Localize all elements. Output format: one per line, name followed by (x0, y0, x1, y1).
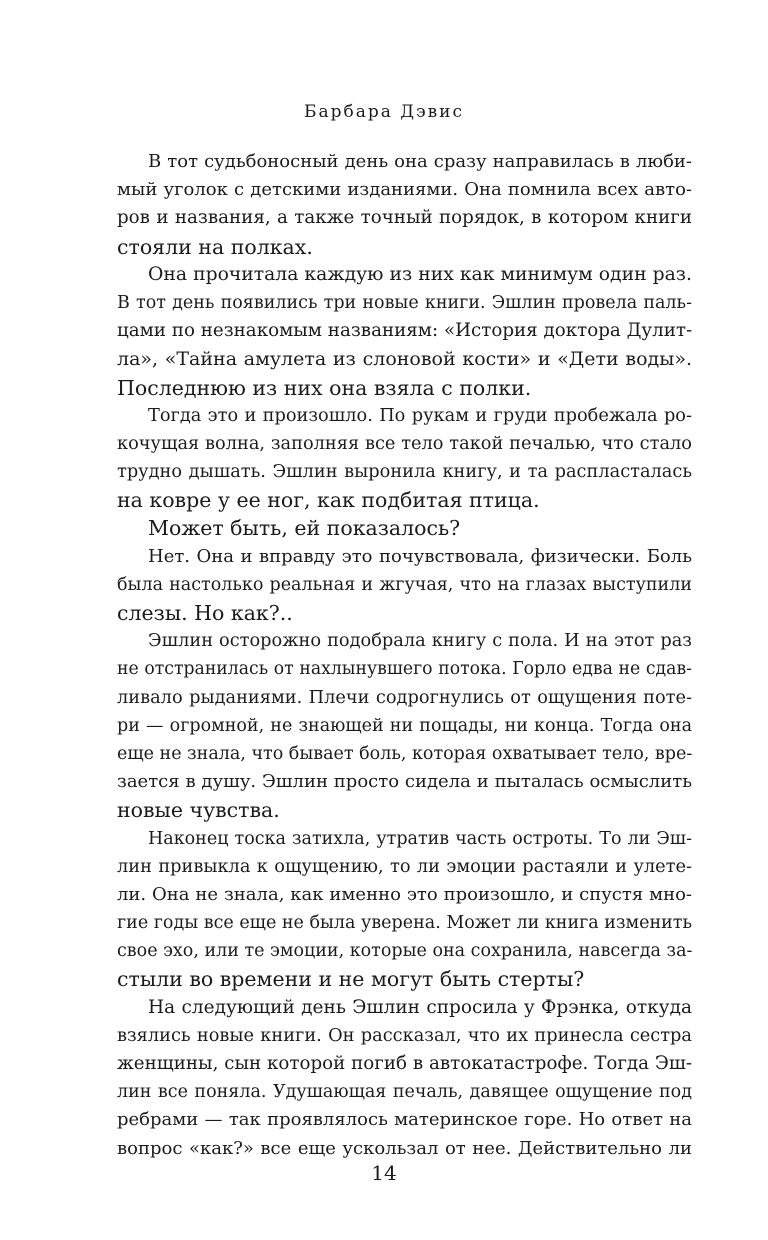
text-line: стыли во времени и не могут быть стерты? (117, 967, 585, 992)
text-line: на ковре у ее ног, как подбитая птица. (117, 488, 540, 513)
text-line: цами по незнакомым названиям: «История доктора Дулит- (117, 320, 693, 342)
text-line: Может быть, ей показалось? (148, 516, 461, 541)
text-line: гие годы все еще не была уверена. Может ли книга изменить (117, 913, 692, 934)
text-line: лин привыкла к ощущению, то ли эмоции растаяли и улете- (117, 856, 692, 877)
text-line: зается в душу. Эшлин просто сидела и пыталась осмыслить (117, 771, 692, 793)
text-line: ри — огромной, не знающей ни пощады, ни конца. Тогда она (117, 715, 692, 736)
text-line: ливало рыданиями. Плечи содрогнулись от ощущения поте- (117, 687, 692, 708)
text-line: трудно дышать. Эшлин выронила книгу, и та распласталась (117, 462, 692, 483)
text-line: В тот судьбоносный день она сразу направилась в люби- (148, 151, 692, 172)
text-line: взялись новые книги. Он рассказал, что их принесла сестра (117, 1025, 692, 1046)
text-line: вопрос «как?» все еще ускользал от нее. Действительно ли (117, 1137, 692, 1159)
text-line: Нет. Она и вправду это почувствовала, физически. Боль (148, 545, 692, 567)
text-line: слезы. Но как?.. (117, 601, 293, 625)
text-line: В тот день появились три новые книги. Эшлин провела паль- (117, 292, 692, 313)
text-line: Наконец тоска затихла, утратив часть остроты. То ли Эш- (148, 828, 692, 849)
text-line: ров и названия, а также точный порядок, в котором книги (117, 207, 692, 229)
text-line: свое эхо, или те эмоции, которые она сохранила, навсегда за- (117, 941, 693, 962)
text-line: Она прочитала каждую из них как минимум один раз. (148, 263, 692, 285)
text-line: ли. Она не знала, как именно это произошло, и спустя мно- (117, 883, 692, 905)
text-line: кочущая волна, заполняя все тело такой печалью, что стало (117, 433, 692, 454)
text-line: ребрами — так проявлялось материнское горе. Но ответ на (117, 1109, 692, 1131)
text-line: мый уголок с детскими изданиями. Она помнила всех авто- (117, 179, 692, 201)
text-line: Последнюю из них она взяла с полки. (117, 375, 532, 400)
text-line: лин все поняла. Удушающая печаль, давящее ощущение под (117, 1082, 692, 1103)
text-line: Эшлин осторожно подобрала книгу с пола. И на этот раз (148, 631, 692, 652)
body-text (117, 148, 692, 1163)
text-line: новые чувства. (117, 798, 280, 823)
text-line: женщины, сын которой погиб в автокатастрофе. Тогда Эш- (117, 1053, 692, 1074)
text-line: еще не знала, что бывает боль, которая охватывает тело, вре- (117, 743, 693, 764)
page-number: 14 (371, 1161, 397, 1185)
text-line: стояли на полках. (117, 234, 313, 259)
text-line: Тогда это и произошло. По рукам и груди пробежала ро- (148, 405, 692, 426)
text-line: На следующий день Эшлин спросила у Фрэнка, откуда (148, 996, 692, 1018)
running-title: Барбара Дэвис (303, 102, 465, 122)
text-line: была настолько реальная и жгучая, что на глазах выступили (117, 574, 692, 595)
text-line: не отстранилась от нахлынувшего потока. Горло едва не сдав- (117, 659, 692, 680)
text-line: ла», «Тайна амулета из слоновой кости» и «Дети воды». (117, 348, 692, 371)
